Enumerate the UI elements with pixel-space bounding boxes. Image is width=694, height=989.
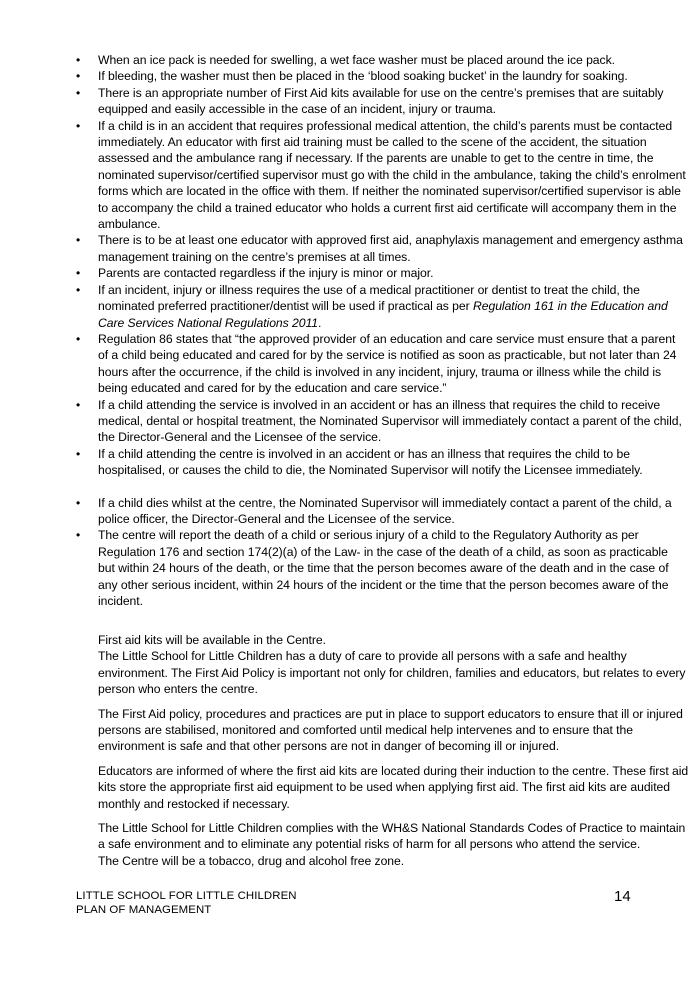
bullet-icon: • [76, 266, 81, 281]
bullet-text-end: . [318, 315, 322, 330]
bullet-text: If an incident, injury or illness requires the use of a medical practitioner or dentist to treat the child, the nominated preferred practitioner/dentist will be used if practical as per [98, 282, 640, 314]
list-item [76, 527, 686, 609]
paragraph-free-zone: The Centre will be a tobacco, drug and alcohol free zone. [98, 853, 405, 868]
bullet-icon: • [76, 397, 81, 412]
bullet-icon: • [76, 69, 81, 84]
bullet-text: If a child is in an accident that requires professional medical attention, the child’s parents must be contacted immediately. An educator with first aid training must be called to the scene of the accident, the situation assessed and the ambulance rang if necessary. If the parents are unable to get to the centre in time, the nominated supervisor/certified supervisor must go with the child in the ambulance, taking the child’s enrolment forms which are located in the office with them. If neither the nominated supervisor/certified supervisor is able to accompany the child a trained educator who holds a current first aid certificate will accompany them in the ambulance. [98, 118, 686, 232]
bullet-text: If a child dies whilst at the centre, the Nominated Supervisor will immediately contact a parent of the child, a police officer, the Director-General and the Licensee of the service. [98, 495, 672, 526]
bullet-icon: • [76, 118, 81, 133]
bullet-text: When an ice pack is needed for swelling, a wet face washer must be placed around the ice pack. [98, 53, 615, 67]
list-item [76, 232, 686, 265]
list-item [76, 282, 686, 331]
bullet-text: Regulation 86 states that “the approved provider of an education and care service must ensure that a parent of a child being educated and cared for by the service is notified as soon as practicable, but not later than 24 hours after the occurrence, if the child is involved in any incident, injury, trauma or illness while the child is being educated and cared for by the education and care service.” [98, 331, 677, 396]
list-item [76, 446, 686, 479]
paragraph-policy-purpose: The First Aid policy, procedures and practices are put in place to support educators to ensure that ill or injured persons are stabilised, monitored and comforted until medical help intervenes and to ensure that the environment is safe and that other persons are not in danger of becoming ill or injured. [98, 706, 683, 754]
bullet-text: The centre will report the death of a child or serious injury of a child to the Regulatory Authority as per Regulation 176 and section 174(2)(a) of the Law- in the case of the death of a child, as soon as practicable but within 24 hours of the death, or the time that the person becomes aware of the death and in the case of any other serious incident, within 24 hours of the incident or the time that the person becomes aware of the incident. [98, 528, 669, 608]
paragraph-kits-available: First aid kits will be available in the Centre. [98, 633, 326, 647]
page-number: 14 [614, 888, 631, 905]
bullet-icon: • [76, 495, 81, 510]
list-item [76, 68, 686, 84]
page-footer [76, 890, 636, 917]
list-item [76, 331, 686, 397]
footer-school-name: LITTLE SCHOOL FOR LITTLE CHILDREN [76, 890, 297, 902]
first-aid-bullet-list [76, 52, 686, 609]
paragraph-whs: The Little School for Little Children complies with the WH&S National Standards Codes of Practice to maintain a safe environment and to eliminate any potential risks of harm for all persons who attend the service. [98, 821, 686, 852]
bullet-icon: • [76, 528, 81, 543]
bullet-icon: • [76, 331, 81, 346]
bullet-text: Parents are contacted regardless if the injury is minor or major. [98, 266, 434, 281]
bullet-icon: • [76, 282, 81, 297]
list-item [76, 397, 686, 446]
bullet-text: There is to be at least one educator with approved first aid, anaphylaxis management and emergency asthma management training on the centre’s premises at all times. [98, 233, 683, 264]
bullet-text: If bleeding, the washer must then be placed in the ‘blood soaking bucket’ in the laundry for soaking. [98, 69, 628, 84]
paragraph-duty-of-care: The Little School for Little Children has a duty of care to provide all persons with a safe and healthy environment. The First Aid Policy is important not only for children, families and educators, but relates to every person who enters the centre. [98, 649, 686, 697]
list-item [76, 495, 686, 528]
bullet-icon: • [76, 446, 81, 461]
bullet-text: If a child attending the service is involved in an accident or has an illness that requires the child to receive medical, dental or hospital treatment, the Nominated Supervisor will immediately contact a parent of the child, the Director-General and the Licensee of the service. [98, 397, 682, 445]
bullet-icon: • [76, 53, 81, 67]
list-item [76, 265, 686, 281]
list-item [76, 85, 686, 118]
footer-document-title: PLAN OF MANAGEMENT [76, 903, 212, 916]
list-item [76, 118, 686, 233]
bullet-icon: • [76, 85, 81, 100]
bullet-text: If a child attending the centre is involved in an accident or has an illness that requires the child to be hospitalised, or causes the child to die, the Nominated Supervisor will notify the Licensee immediately. [98, 446, 643, 478]
regulation-reference: Regulation 161 in the Education and Care Services National Regulations 2011 [98, 299, 668, 330]
bullet-icon: • [76, 233, 81, 248]
bullet-text: There is an appropriate number of First Aid kits available for use on the centre’s premises that are suitably equipped and easily accessible in the case of an incident, injury or trauma. [98, 85, 664, 117]
paragraph-induction: Educators are informed of where the first aid kits are located during their induction to the centre. These first aid kits store the appropriate first aid equipment to be used when applying first aid. The first aid kits are audited monthly and restocked if necessary. [98, 763, 689, 811]
policy-body [98, 632, 690, 869]
list-item [76, 52, 686, 68]
